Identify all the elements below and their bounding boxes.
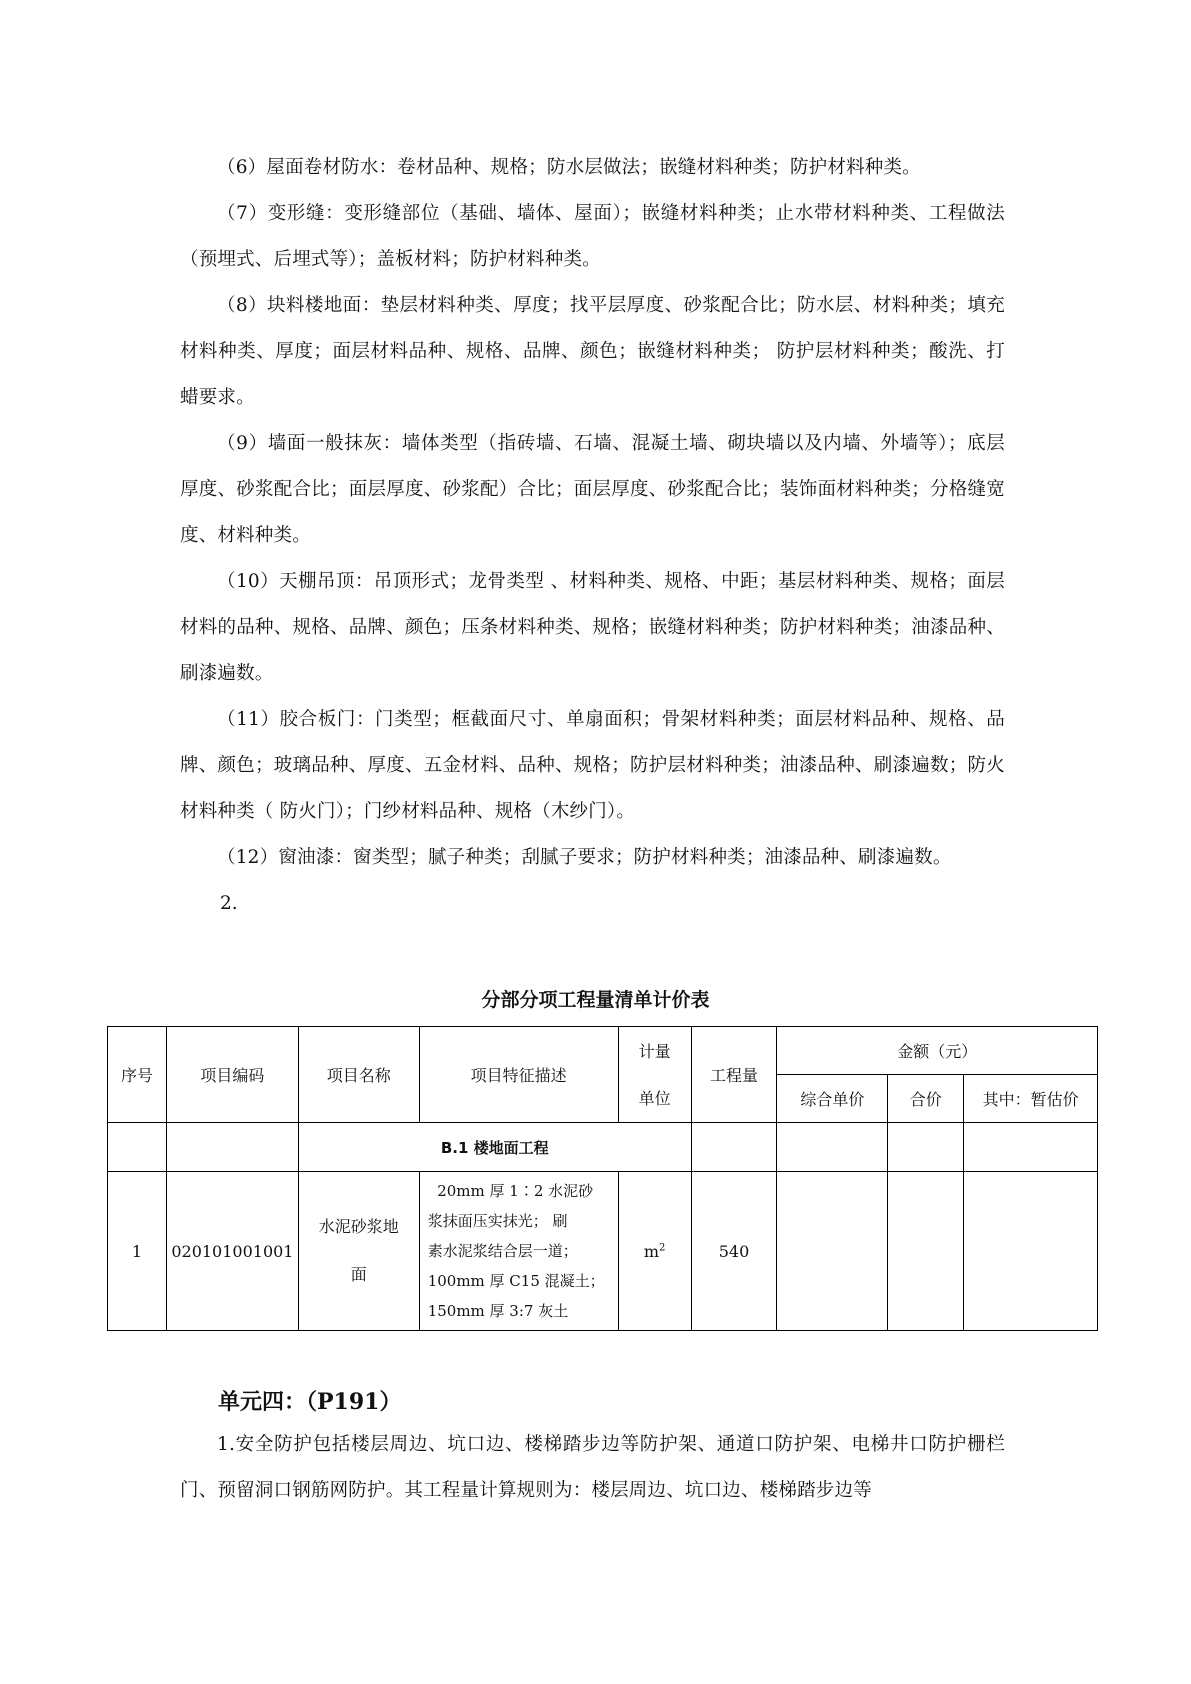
row-unit-base: m bbox=[643, 1241, 659, 1261]
row-qty: 540 bbox=[691, 1172, 777, 1331]
header-code: 项目编码 bbox=[166, 1027, 298, 1123]
row-desc-line5: 150mm 厚 3:7 灰土 bbox=[427, 1302, 569, 1320]
paragraph-6: （6）屋面卷材防水：卷材品种、规格；防水层做法；嵌缝材料种类；防护材料种类。 bbox=[217, 157, 921, 178]
header-seq: 序号 bbox=[108, 1027, 167, 1123]
header-qty: 工程量 bbox=[691, 1027, 777, 1123]
paragraph-9: （9）墙面一般抹灰：墙体类型（指砖墙、石墙、混凝土墙、砌块墙以及内墙、外墙等）；底层厚度、砂浆配合比；面层厚度、砂浆配）合比；面层厚度、砂浆配合比；装饰面材料种类；分格缝宽度、材料种类。 bbox=[180, 433, 1005, 546]
header-row-1 bbox=[108, 1027, 1098, 1075]
paragraph-12: （12）窗油漆：窗类型；腻子种类；刮腻子要求；防护材料种类；油漆品种、刷漆遍数。 bbox=[217, 847, 952, 868]
row-desc bbox=[419, 1172, 618, 1331]
section-heading: 单元四：（P191） bbox=[218, 1389, 402, 1415]
closing-block bbox=[180, 1422, 1005, 1514]
paragraph-11: （11）胶合板门：门类型；框截面尺寸、单扇面积；骨架材料种类；面层材料品种、规格、品牌、颜色；玻璃品种、厚度、五金材料、品种、规格；防护层材料种类；油漆品种、刷漆遍数；防火材料种类（ 防火门）；门纱材料品种、规格（木纱门）。 bbox=[180, 709, 1005, 822]
header-unit bbox=[618, 1027, 691, 1123]
header-name: 项目名称 bbox=[298, 1027, 419, 1123]
closing-paragraph: 1.安全防护包括楼层周边、坑口边、楼梯踏步边等防护架、通道口防护架、电梯井口防护栅栏门、预留洞口钢筋网防护。其工程量计算规则为：楼层周边、坑口边、楼梯踏步边等 bbox=[180, 1434, 1005, 1501]
row-unit-sup: 2 bbox=[658, 1242, 666, 1254]
row-name-line1: 水泥砂浆地 bbox=[318, 1217, 399, 1236]
row-desc-line2: 浆抹面压实抹光； 刷 bbox=[427, 1212, 568, 1230]
header-amount: 金额（元） bbox=[777, 1027, 1098, 1075]
row-unit bbox=[618, 1172, 691, 1331]
row-desc-line1: 20mm 厚 1∶2 水泥砂 bbox=[427, 1182, 594, 1200]
bill-of-quantities-table bbox=[107, 1026, 1098, 1331]
header-desc: 项目特征描述 bbox=[419, 1027, 618, 1123]
row-unit-price bbox=[777, 1172, 888, 1331]
header-unit-price: 综合单价 bbox=[777, 1075, 888, 1123]
header-estimate: 其中：暂估价 bbox=[964, 1075, 1098, 1123]
header-total: 合价 bbox=[888, 1075, 964, 1123]
paragraph-7: （7）变形缝：变形缝部位（基础、墙体、屋面）；嵌缝材料种类；止水带材料种类、工程做法（预埋式、后埋式等）；盖板材料；防护材料种类。 bbox=[180, 203, 1005, 270]
row-desc-line3: 素水泥浆结合层一道； bbox=[427, 1242, 578, 1260]
paragraph-8: （8）块料楼地面：垫层材料种类、厚度；找平层厚度、砂浆配合比；防水层、材料种类；填充材料种类、厚度；面层材料品种、规格、品牌、颜色；嵌缝材料种类； 防护层材料种类；酸洗、打蜡要求。 bbox=[180, 295, 1005, 408]
section-name: B.1 楼地面工程 bbox=[298, 1123, 691, 1172]
row-total bbox=[888, 1172, 964, 1331]
row-name-line2: 面 bbox=[350, 1265, 367, 1284]
paragraph-block bbox=[180, 145, 1005, 927]
table-title: 分部分项工程量清单计价表 bbox=[481, 989, 710, 1011]
row-seq: 1 bbox=[108, 1172, 167, 1331]
header-unit-line1: 计量 bbox=[638, 1041, 671, 1061]
item-number: 2. bbox=[220, 893, 238, 914]
row-name bbox=[298, 1172, 419, 1331]
row-desc-line4: 100mm 厚 C15 混凝土； bbox=[427, 1272, 605, 1290]
table-row bbox=[108, 1172, 1098, 1331]
row-estimate bbox=[964, 1172, 1098, 1331]
header-unit-line2: 单位 bbox=[638, 1088, 671, 1108]
row-code: 020101001001 bbox=[166, 1172, 298, 1331]
section-row bbox=[108, 1123, 1098, 1172]
paragraph-10: （10）天棚吊顶：吊顶形式；龙骨类型 、材料种类、规格、中距；基层材料种类、规格；面层材料的品种、规格、品牌、颜色；压条材料种类、规格；嵌缝材料种类；防护材料种类；油漆品种、刷漆遍数。 bbox=[180, 571, 1005, 684]
